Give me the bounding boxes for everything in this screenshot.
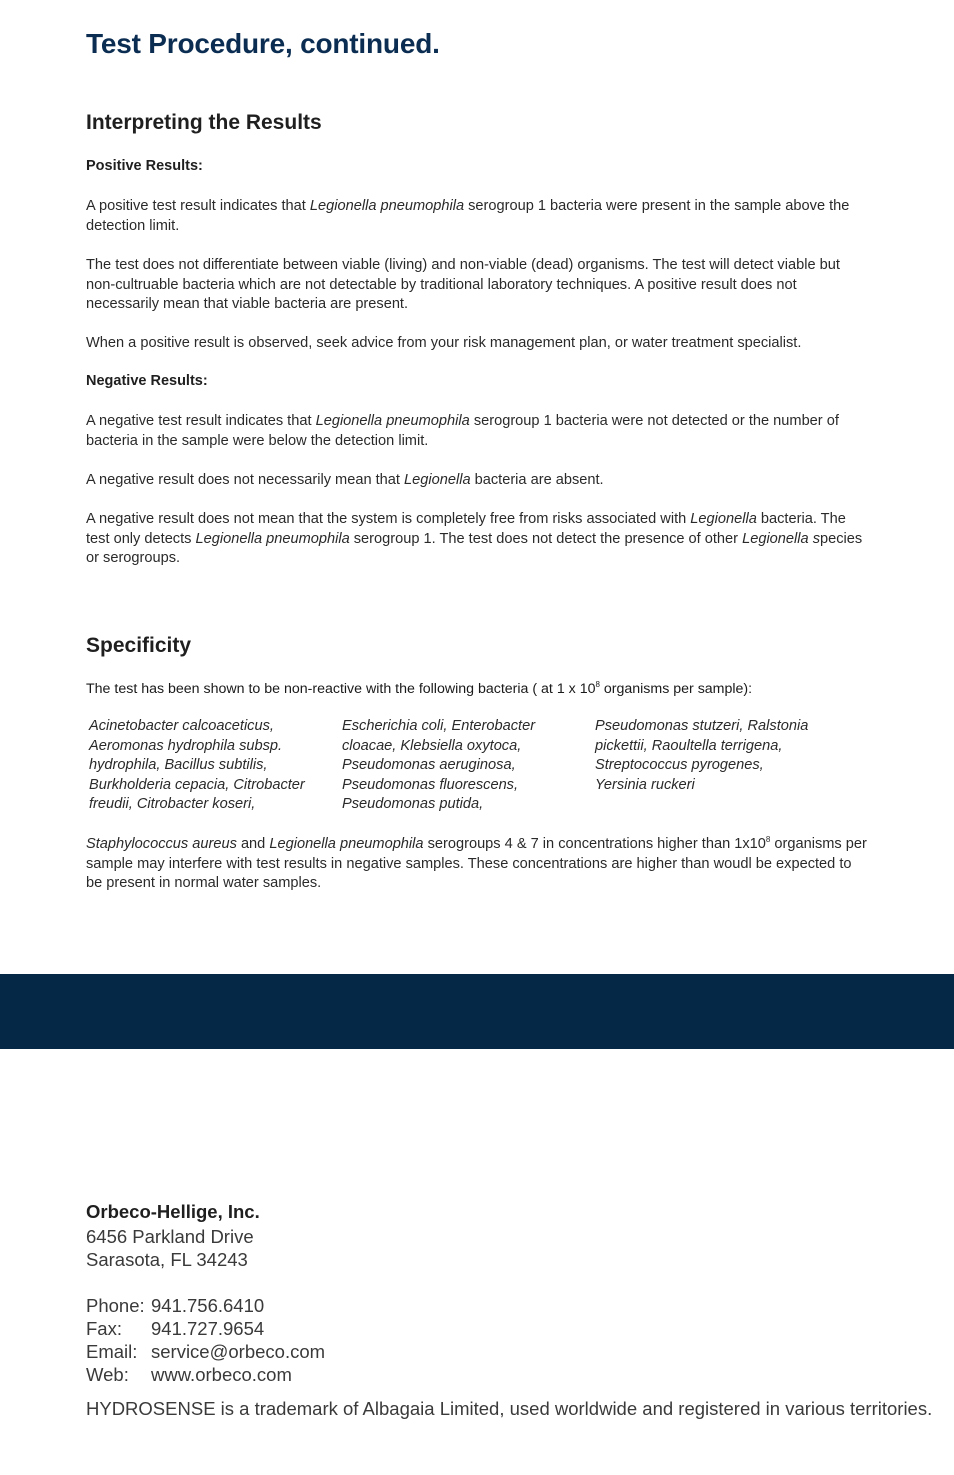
negative-paragraph-3: A negative result does not mean that the system is completely free from risks associated with Legionella bacteria. The test only detects Legionella pneumophila serogroup 1. The test does not detect the presence of other Legionella species or serogroups. bbox=[86, 511, 863, 566]
positive-results-heading: Positive Results: bbox=[86, 158, 203, 174]
contact-phone bbox=[86, 1294, 264, 1317]
address-line-2: Sarasota, FL 34243 bbox=[86, 1249, 248, 1270]
negative-paragraph-2: A negative result does not necessarily mean that Legionella bacteria are absent. bbox=[86, 472, 604, 488]
footer-color-band bbox=[0, 974, 954, 1049]
phone-value: 941.756.6410 bbox=[151, 1295, 265, 1316]
contact-email bbox=[86, 1340, 325, 1363]
positive-paragraph-1: A positive test result indicates that Legionella pneumophila serogroup 1 bacteria were present in the sample above the detection limit. bbox=[86, 198, 850, 234]
section-heading-interpreting: Interpreting the Results bbox=[86, 111, 322, 134]
positive-paragraph-2: The test does not differentiate between viable (living) and non-viable (dead) organisms. The test will detect viable but non-cultruable bacteria which are not detectable by traditional laboratory techniques. A positive result does not necessarily mean that viable bacteria are present. bbox=[86, 257, 840, 312]
section-heading-specificity: Specificity bbox=[86, 634, 192, 657]
phone-label: Phone: bbox=[86, 1295, 145, 1316]
web-value: www.orbeco.com bbox=[151, 1364, 292, 1385]
page-title: Test Procedure, continued. bbox=[86, 28, 440, 59]
email-value: service@orbeco.com bbox=[151, 1341, 326, 1362]
fax-label: Fax: bbox=[86, 1318, 122, 1339]
fax-value: 941.727.9654 bbox=[151, 1318, 265, 1339]
positive-paragraph-3: When a positive result is observed, seek advice from your risk management plan, or water treatment specialist. bbox=[86, 335, 802, 351]
contact-fax bbox=[86, 1317, 264, 1340]
company-name: Orbeco-Hellige, Inc. bbox=[86, 1201, 260, 1222]
negative-paragraph-1: A negative test result indicates that Legionella pneumophila serogroup 1 bacteria were not detected or the number of bacteria in the sample were below the detection limit. bbox=[86, 413, 839, 449]
bacteria-list-column-3: Pseudomonas stutzeri, Ralstonia pickettii, Raoultella terrigena, Streptococcus pyrogenes, Yersinia ruckeri bbox=[595, 718, 809, 793]
negative-results-heading: Negative Results: bbox=[86, 373, 208, 389]
contact-web bbox=[86, 1363, 292, 1386]
trademark-notice: HYDROSENSE is a trademark of Albagaia Limited, used worldwide and registered in various territories. bbox=[86, 1398, 933, 1419]
web-label: Web: bbox=[86, 1364, 129, 1385]
specificity-note: Staphylococcus aureus and Legionella pneumophila serogroups 4 & 7 in concentrations higher than $1x10^8$ organisms per sample may interfere with test results in negative samples. These concentrations are higher than woudl be expected to be present in normal water samples. bbox=[86, 835, 867, 891]
specificity-lead: The test has been shown to be non-reactive with the following bacteria ( at 1 x $10^8$ organisms per sample): bbox=[86, 680, 753, 697]
address-line-1: 6456 Parkland Drive bbox=[86, 1226, 254, 1247]
bacteria-list-column-2: Escherichia coli, Enterobacter cloacae, Klebsiella oxytoca, Pseudomonas aeruginosa, Pseudomonas fluorescens, Pseudomonas putida, bbox=[342, 718, 536, 812]
email-label: Email: bbox=[86, 1341, 138, 1362]
bacteria-list-column-1: Acinetobacter calcoaceticus, Aeromonas hydrophila subsp. hydrophila, Bacillus subtilis, Burkholderia cepacia, Citrobacter freudii, Citrobacter koseri, bbox=[89, 718, 305, 812]
